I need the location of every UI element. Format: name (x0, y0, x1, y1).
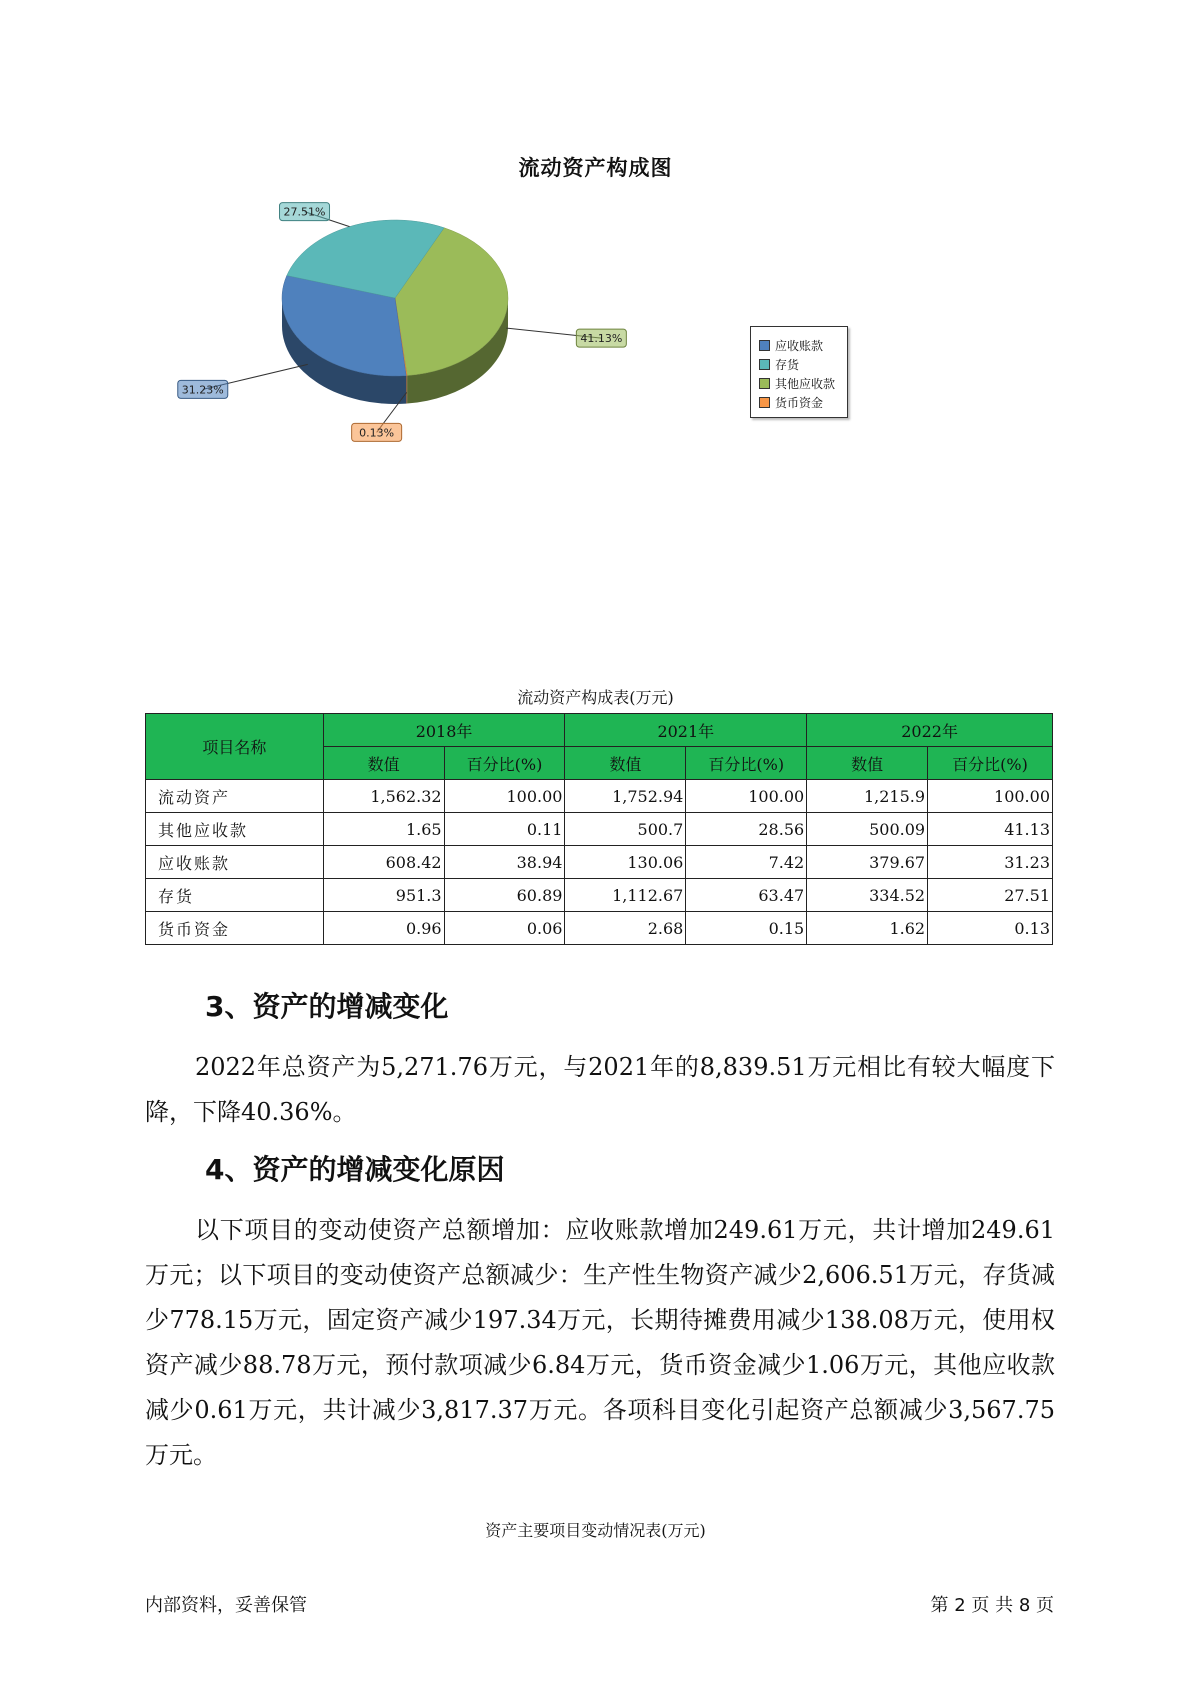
pie-chart (181, 200, 640, 470)
cell-value: 379.67 (807, 846, 928, 879)
header-year: 2018年 (323, 714, 565, 747)
cell-percent: 31.23 (928, 846, 1053, 879)
cell-value: 500.7 (565, 813, 686, 846)
row-name: 货币资金 (146, 912, 324, 945)
chart-title: 流动资产构成图 (518, 156, 673, 180)
cell-value: 0.96 (323, 912, 444, 945)
row-name: 流动资产 (146, 780, 324, 813)
cell-percent: 100.00 (928, 780, 1053, 813)
table-row (146, 780, 1053, 813)
cell-value: 2.68 (565, 912, 686, 945)
footer-confidential: 内部资料，妥善保管 (145, 1595, 307, 1616)
cell-value: 334.52 (807, 879, 928, 912)
cell-percent: 7.42 (686, 846, 807, 879)
cell-value: 608.42 (323, 846, 444, 879)
pie-slice-side (406, 376, 407, 404)
cell-percent: 0.15 (686, 912, 807, 945)
pie-data-label: 31.23% (181, 383, 224, 397)
section-paragraph: 2022年总资产为5,271.76万元，与2021年的8,839.51万元相比有较大幅度下降，下降40.36%。 (145, 1053, 1055, 1126)
legend-swatch (759, 340, 770, 351)
legend-item-accounts-receivable (759, 336, 847, 355)
row-name: 存货 (146, 879, 324, 912)
table-caption: 流动资产构成表(万元) (517, 688, 674, 707)
header-percent: 百分比(%) (686, 747, 807, 780)
cell-value: 1,562.32 (323, 780, 444, 813)
table-row (146, 846, 1053, 879)
header-percent: 百分比(%) (928, 747, 1053, 780)
legend-label: 货币资金 (775, 396, 824, 410)
cell-value: 1,112.67 (565, 879, 686, 912)
section-heading: 4、资产的增减变化原因 (205, 1153, 505, 1186)
cell-percent: 38.94 (444, 846, 565, 879)
cell-value: 1,752.94 (565, 780, 686, 813)
current-assets-table (145, 713, 1053, 945)
legend-swatch (759, 397, 770, 408)
table-row (146, 879, 1053, 912)
legend-item-inventory (759, 355, 847, 374)
cell-percent: 100.00 (444, 780, 565, 813)
row-name: 其他应收款 (146, 813, 324, 846)
section-paragraph: 以下项目的变动使资产总额增加：应收账款增加249.61万元，共计增加249.61万元；以下项目的变动使资产总额减少：生产性生物资产减少2,606.51万元，存货减少778.15万元，固定资产减少197.34万元，长期待摊费用减少138.08万元，使用权资产减少88.78万元，预付款项减少6.84万元，货币资金减少1.06万元，其他应收款减少0.61万元，共计减少3,817.37万元。各项科目变化引起资产总额减少3,567.75万元。 (145, 1216, 1055, 1469)
cell-percent: 41.13 (928, 813, 1053, 846)
header-year: 2021年 (565, 714, 807, 747)
cell-percent: 28.56 (686, 813, 807, 846)
cell-value: 1.65 (323, 813, 444, 846)
header-percent: 百分比(%) (444, 747, 565, 780)
row-name: 应收账款 (146, 846, 324, 879)
section-heading: 3、资产的增减变化 (205, 990, 449, 1023)
legend-label: 应收账款 (775, 339, 824, 353)
table-row (146, 912, 1053, 945)
cell-value: 1.62 (807, 912, 928, 945)
cell-percent: 63.47 (686, 879, 807, 912)
chart-legend (750, 326, 848, 418)
cell-value: 130.06 (565, 846, 686, 879)
legend-item-other-receivables (759, 374, 847, 393)
cell-percent: 0.11 (444, 813, 565, 846)
legend-label: 其他应收款 (775, 377, 836, 391)
table-row (146, 813, 1053, 846)
cell-value: 500.09 (807, 813, 928, 846)
cell-percent: 27.51 (928, 879, 1053, 912)
header-year: 2022年 (807, 714, 1053, 747)
cell-percent: 0.06 (444, 912, 565, 945)
pie-data-label: 41.13% (580, 332, 623, 346)
pie-data-label: 0.13% (359, 426, 395, 440)
header-value: 数值 (807, 747, 928, 780)
cell-value: 1,215.9 (807, 780, 928, 813)
cell-percent: 100.00 (686, 780, 807, 813)
legend-swatch (759, 378, 770, 389)
cell-percent: 60.89 (444, 879, 565, 912)
header-value: 数值 (565, 747, 686, 780)
cell-value: 951.3 (323, 879, 444, 912)
legend-swatch (759, 359, 770, 370)
footer-page-number: 第 2 页 共 8 页 (930, 1595, 1054, 1616)
header-item-name: 项目名称 (146, 714, 324, 780)
legend-label: 存货 (775, 358, 800, 372)
legend-item-cash (759, 393, 847, 412)
table-caption: 资产主要项目变动情况表(万元) (485, 1521, 706, 1540)
header-value: 数值 (323, 747, 444, 780)
pie-data-label: 27.51% (283, 205, 326, 219)
cell-percent: 0.13 (928, 912, 1053, 945)
